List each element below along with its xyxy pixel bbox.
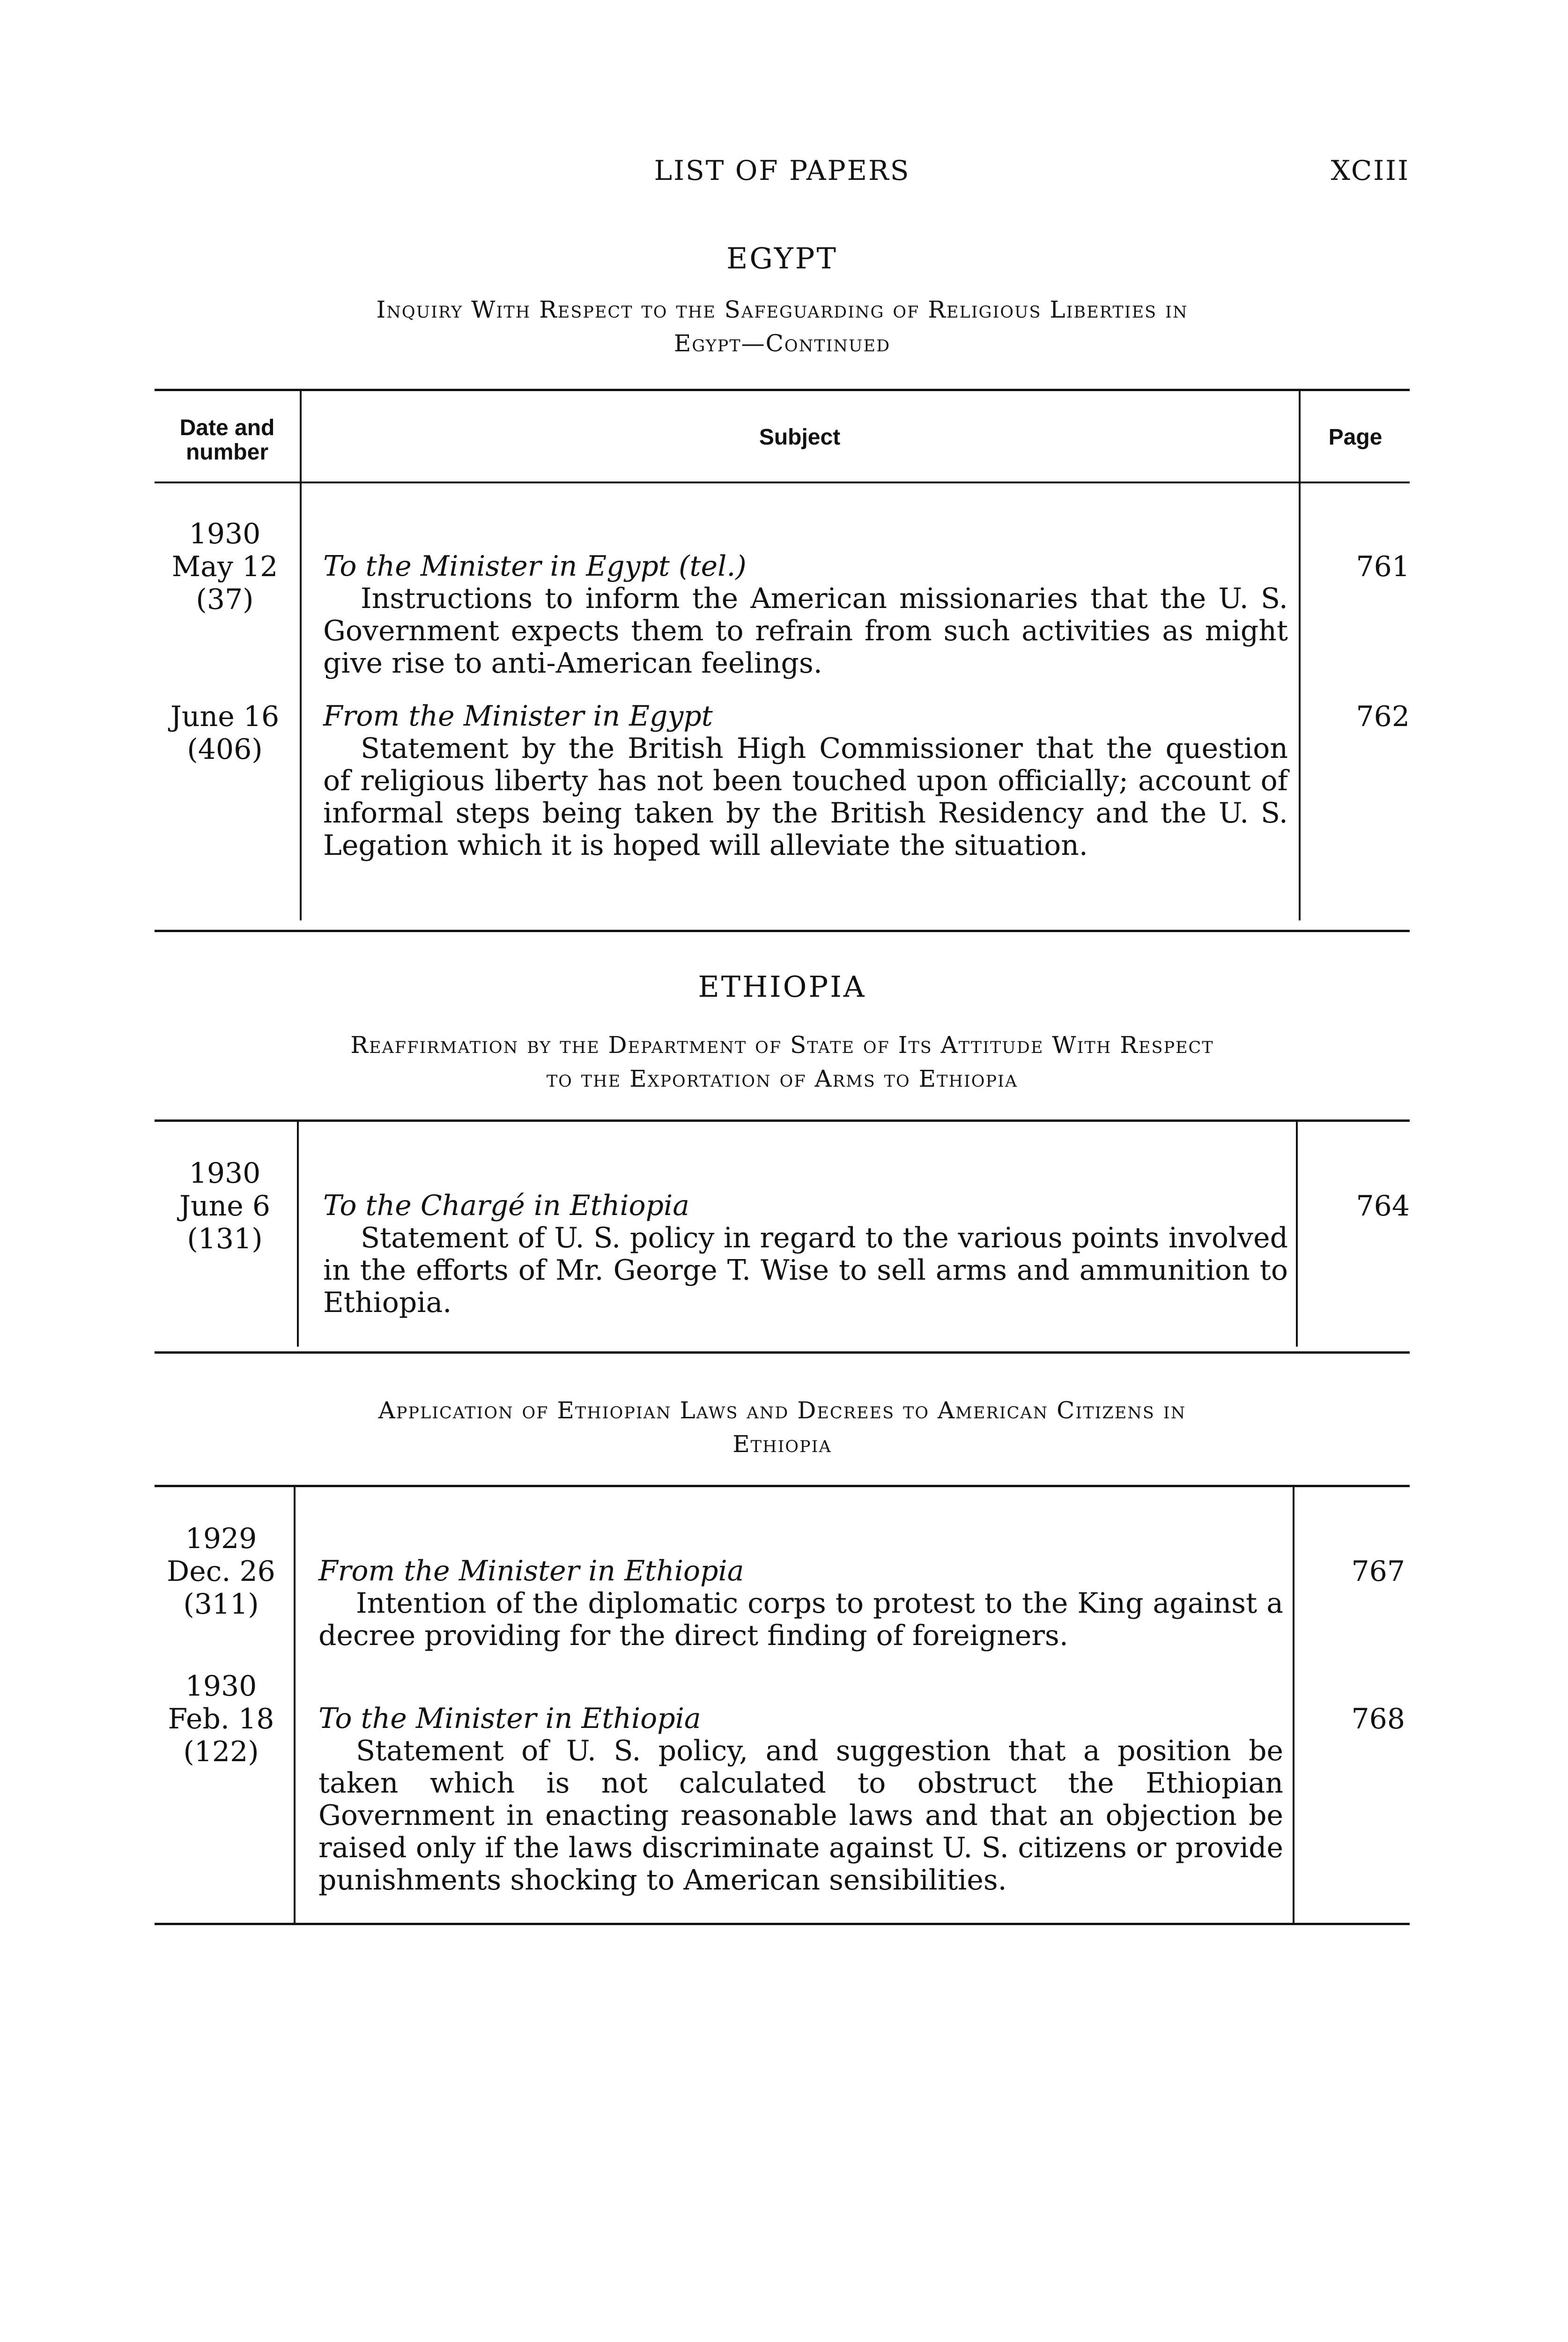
subject-heading-line: to the Exportation of Arms to Ethiopia [546,1065,1018,1092]
entry-text [318,1555,1283,1652]
entry-text [323,550,1288,680]
entry-page-number: 767 [1351,1555,1405,1588]
entry-date [155,518,295,616]
entry-text [323,1190,1288,1319]
subject-heading-egypt [155,293,1410,360]
entry-date [151,1522,291,1621]
entry-number: (406) [187,733,263,766]
entry-number: (311) [183,1588,259,1621]
subject-heading-line: Reaffirmation by the Department of State of Its Attitude With Respect [350,1031,1214,1059]
entry-date [155,1157,295,1255]
column-divider [300,391,302,920]
entry-description: Statement of U. S. policy, and suggestion that a position be taken which is not calculated to obstruct the Ethiopian Government in enacting reasonable laws and that an objection be raised only if the laws discriminate against U. S. citizens or provide punishments shocking to American sensibilities. [318,1734,1283,1897]
column-header-page: Page [1328,425,1383,450]
entry-year: 1929 [185,1522,257,1555]
entry-title: From the Minister in Egypt [323,700,713,733]
column-header-subject: Subject [759,425,841,450]
entry-title: To the Minister in Egypt (tel.) [323,550,747,583]
subject-heading-line: Egypt—Continued [673,330,891,357]
running-title: LIST OF PAPERS [654,155,910,186]
column-divider [1293,1487,1294,1923]
entry-page-number: 761 [1356,550,1410,583]
table-bottom-rule [155,930,1410,932]
country-heading-egypt: EGYPT [726,241,838,275]
table-top-rule [155,1119,1410,1122]
column-header-date: Date and number [179,415,275,465]
entry-description: Statement by the British High Commissioner that the question of religious liberty has not been touched upon officially; account of informal steps being taken by the British Residency and the U. S. Legation which it is hoped will alleviate the situation. [323,732,1288,862]
country-heading-ethiopia: ETHIOPIA [698,970,866,1004]
entry-description: Intention of the diplomatic corps to protest to the King against a decree providing for the direct finding of foreigners. [318,1587,1283,1652]
entry-number: (131) [187,1223,263,1255]
entry-title: From the Minister in Ethiopia [318,1555,744,1587]
entry-day: June 16 [170,700,280,733]
entry-page-number: 768 [1351,1703,1405,1735]
subject-heading-laws [155,1393,1410,1461]
header-bottom-rule [155,482,1410,483]
table-bottom-rule [155,1923,1410,1925]
entry-number: (122) [183,1735,259,1768]
entry-year: 1930 [189,518,261,550]
subject-heading-line: Inquiry With Respect to the Safeguarding of Religious Liberties in [376,296,1188,323]
column-divider [1296,1122,1298,1347]
subject-heading-line: Application of Ethiopian Laws and Decrees to American Citizens in [378,1397,1186,1424]
entry-year: 1930 [189,1157,261,1190]
subject-heading-line: Ethiopia [732,1430,832,1458]
table-bottom-rule [155,1351,1410,1354]
column-divider [297,1122,299,1347]
subject-heading-arms [155,1028,1410,1096]
entry-day: Feb. 18 [168,1703,274,1735]
entry-day: Dec. 26 [167,1555,275,1588]
entry-year: 1930 [185,1670,257,1703]
entry-date [155,700,295,766]
entry-number: (37) [196,583,254,616]
entry-page-number: 764 [1356,1190,1410,1223]
table-top-rule [155,1485,1410,1487]
entry-title: To the Chargé in Ethiopia [323,1189,690,1222]
running-head [155,155,1410,192]
entry-text [318,1703,1283,1897]
entry-title: To the Minister in Ethiopia [318,1702,701,1735]
page-folio: XCIII [1331,155,1410,186]
column-divider [1299,391,1301,920]
column-divider [294,1487,296,1923]
table-top-rule [155,389,1410,391]
entry-description: Instructions to inform the American missionaries that the U. S. Government expects them to refrain from such activities as might give rise to anti-American feelings. [323,582,1288,680]
entry-date [151,1670,291,1768]
entry-description: Statement of U. S. policy in regard to the various points involved in the efforts of Mr. George T. Wise to sell arms and ammunition to Ethiopia. [323,1222,1288,1319]
entry-day: May 12 [171,550,278,583]
entry-text [323,700,1288,862]
entry-day: June 6 [179,1190,271,1223]
entry-page-number: 762 [1356,700,1410,733]
